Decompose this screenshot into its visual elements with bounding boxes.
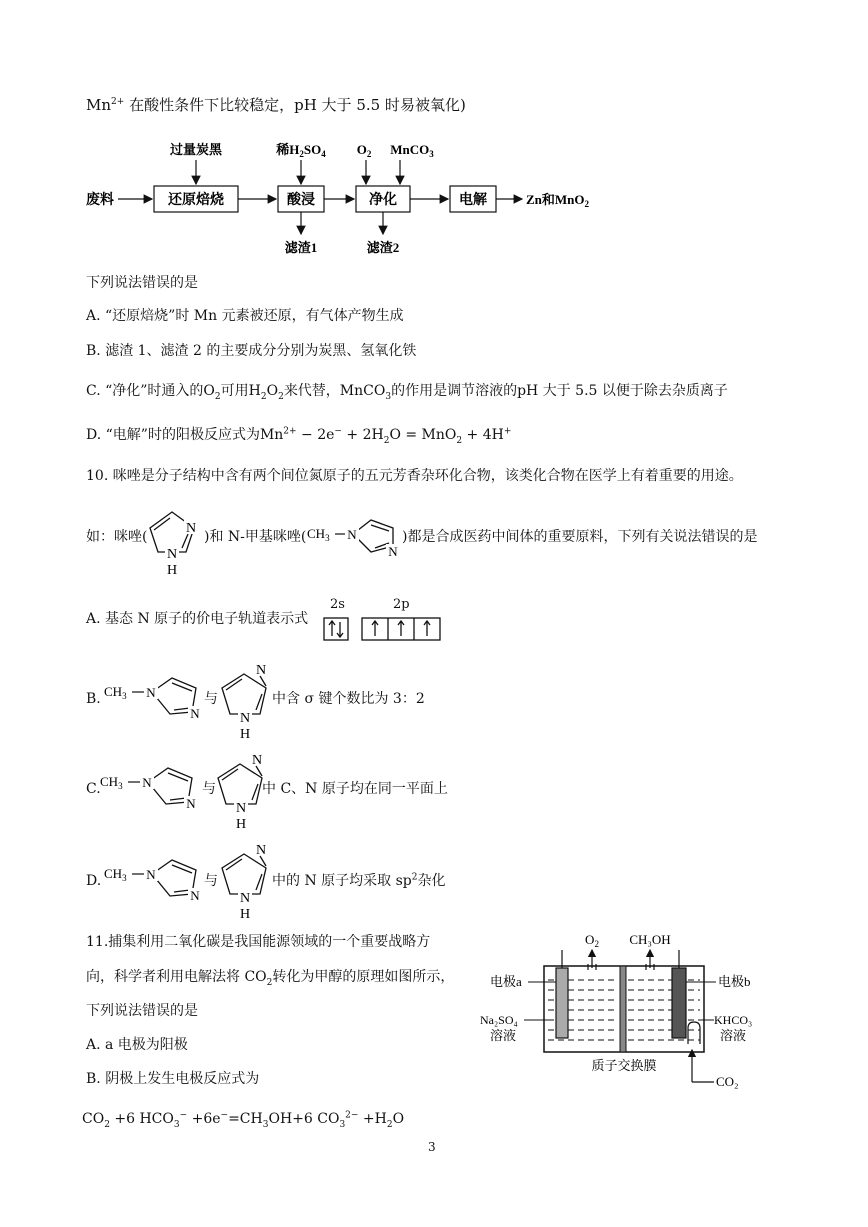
q11-line3: 下列说法错误的是: [86, 1003, 198, 1019]
q9-option-c: C. “净化”时通入的$O_2$可用$H_2O_2$来代替，MnCO$_3$的作用是调节溶液的pH 大于 5.5 以便于除去杂质离子: [86, 383, 728, 402]
svg-text:N: N: [235, 801, 247, 816]
process-flow-chart: [84, 136, 604, 266]
q11-line2: 向，科学者利用电解法将 $CO_2$转化为甲醇的原理如图所示，: [86, 969, 455, 988]
q10-option-a: A. 基态 N 原子的价电子轨道表示式: [86, 611, 309, 627]
flow-step2: 酸浸: [287, 193, 315, 208]
q10-option-b-yu: 与: [204, 691, 218, 707]
mn-symbol: Mn: [86, 96, 112, 114]
svg-text:CH3: $CH_3$: [307, 526, 330, 543]
flow-output: Zn和MnO$_2$: [526, 192, 590, 209]
svg-text:N: N: [347, 527, 357, 542]
q10-example-mid: )和 N-甲基咪唑(: [204, 529, 307, 545]
n-methylimidazole-structure: [307, 508, 403, 564]
intro-line: [86, 96, 466, 114]
q10-option-b-label: B.: [86, 691, 101, 707]
svg-text:N: N: [190, 888, 200, 903]
svg-text:N: N: [146, 685, 156, 700]
svg-text:N: N: [166, 547, 178, 562]
q10-example-pre: 如：咪唑(: [86, 529, 148, 545]
svg-text:N: N: [251, 753, 263, 768]
svg-text:CH3: $CH_3$: [104, 684, 127, 701]
q10-option-d-text: 中的 N 原子均采取 $sp^2$杂化: [272, 872, 446, 889]
svg-text:CH3: $CH_3$: [104, 866, 127, 883]
svg-text:N: N: [255, 843, 267, 858]
q9-option-d: D. “电解”时的阳极反应式为$Mn^{2+} - 2e^- + 2H_2O = MnO_2 + 4H^+$: [86, 426, 512, 446]
svg-text:N: N: [190, 706, 200, 721]
flow-step2-residue: 滤渣1: [284, 240, 318, 255]
q10-option-d-label: D.: [86, 873, 102, 889]
option-c-methylimidazole: [100, 758, 200, 818]
svg-text:H: H: [239, 727, 251, 740]
q9-option-b: B. 滤渣 1、滤渣 2 的主要成分分别为炭黑、氢氧化铁: [86, 343, 417, 359]
orbital-diagram: [322, 614, 442, 644]
svg-text:N: N: [239, 891, 251, 906]
q11-option-b: B. 阴极上发生电极反应式为: [86, 1071, 260, 1087]
flow-step1: 还原焙烧: [168, 193, 224, 208]
orbital-2p-label: 2p: [393, 597, 410, 612]
electrode-a-label: 电极a: [490, 974, 522, 989]
svg-text:N: N: [185, 521, 197, 536]
flow-step4: 电解: [459, 193, 487, 208]
svg-text:H: H: [235, 817, 247, 830]
svg-text:N: N: [186, 796, 196, 811]
option-d-imidazole: [216, 838, 276, 920]
imidazole-structure: [142, 496, 204, 576]
right-solution-label-b: 溶液: [720, 1028, 747, 1043]
q11-equation: $CO_2 +6$ $HCO_3^- +6e^-=CH_3OH+6$ $CO_3^{2-} +H_2O$: [82, 1110, 405, 1130]
q10-stem: 10. 咪唑是分子结构中含有两个间位氮原子的五元芳香杂环化合物，该类化合物在医学上有着重要的用途。: [86, 468, 743, 484]
right-solution-label-a: KHCO₃: [714, 1013, 753, 1027]
flow-step3-reagent2: MnCO$_3$: [390, 142, 434, 159]
q11-option-a: A. a 电极为阳极: [86, 1037, 188, 1053]
q11-line1: 11.捕集利用二氧化碳是我国能源领域的一个重要战略方: [86, 934, 431, 950]
q10-option-b-text: 中含 σ 键个数比为 3：2: [272, 691, 425, 707]
q9-stem: 下列说法错误的是: [86, 275, 198, 291]
flow-step3: 净化: [369, 193, 397, 208]
flow-step3-residue: 滤渣2: [366, 240, 400, 255]
q9-option-a: A. “还原焙烧”时 Mn 元素被还原，有气体产物生成: [86, 308, 404, 324]
page-number: 3: [428, 1140, 436, 1154]
electrode-b-label: 电极b: [718, 974, 751, 989]
q10-example-post: )都是合成医药中间体的重要原料，下列有关说法错误的是: [402, 529, 758, 545]
svg-text:N: N: [239, 711, 251, 726]
q10-option-c-label: C.: [86, 781, 101, 797]
svg-text:N: N: [142, 775, 152, 790]
option-d-methylimidazole: [104, 850, 204, 910]
intro-text: 在酸性条件下比较稳定，pH 大于 5.5 时易被氧化): [129, 96, 466, 114]
electrode-a: [556, 968, 568, 1038]
svg-text:CH3: $CH_3$: [100, 774, 123, 791]
left-solution-label-a: Na₂SO₄: [480, 1013, 518, 1027]
option-b-imidazole: [216, 658, 276, 740]
o2-label: $O_2$: [585, 932, 599, 949]
left-solution-label-b: 溶液: [490, 1028, 517, 1043]
mn-charge: 2+: [111, 97, 125, 107]
svg-text:N: N: [146, 867, 156, 882]
flow-input: 废料: [86, 193, 114, 208]
co2-inlet-label: CO₂: [716, 1074, 739, 1089]
q10-option-d-yu: 与: [204, 873, 218, 889]
q10-option-c-text: 中 C、N 原子均在同一平面上: [262, 781, 448, 797]
membrane-label: 质子交换膜: [591, 1058, 657, 1073]
proton-exchange-membrane: [620, 966, 626, 1052]
svg-text:H: H: [239, 907, 251, 920]
option-b-methylimidazole: [104, 668, 204, 728]
svg-text:N: N: [388, 544, 398, 559]
electrolysis-cell-diagram: [474, 924, 804, 1096]
flow-step2-reagent: 稀$H_2SO_4$: [276, 142, 326, 159]
flow-step3-reagent1: $O_2$: [356, 142, 372, 159]
orbital-2s-label: 2s: [330, 597, 345, 612]
methanol-label: CH₃OH: [629, 932, 671, 947]
svg-text:N: N: [255, 663, 267, 678]
svg-text:H: H: [166, 563, 178, 576]
q10-option-c-yu: 与: [202, 781, 216, 797]
electrode-b: [672, 968, 686, 1038]
flow-step1-reagent: 过量炭黑: [169, 142, 223, 157]
